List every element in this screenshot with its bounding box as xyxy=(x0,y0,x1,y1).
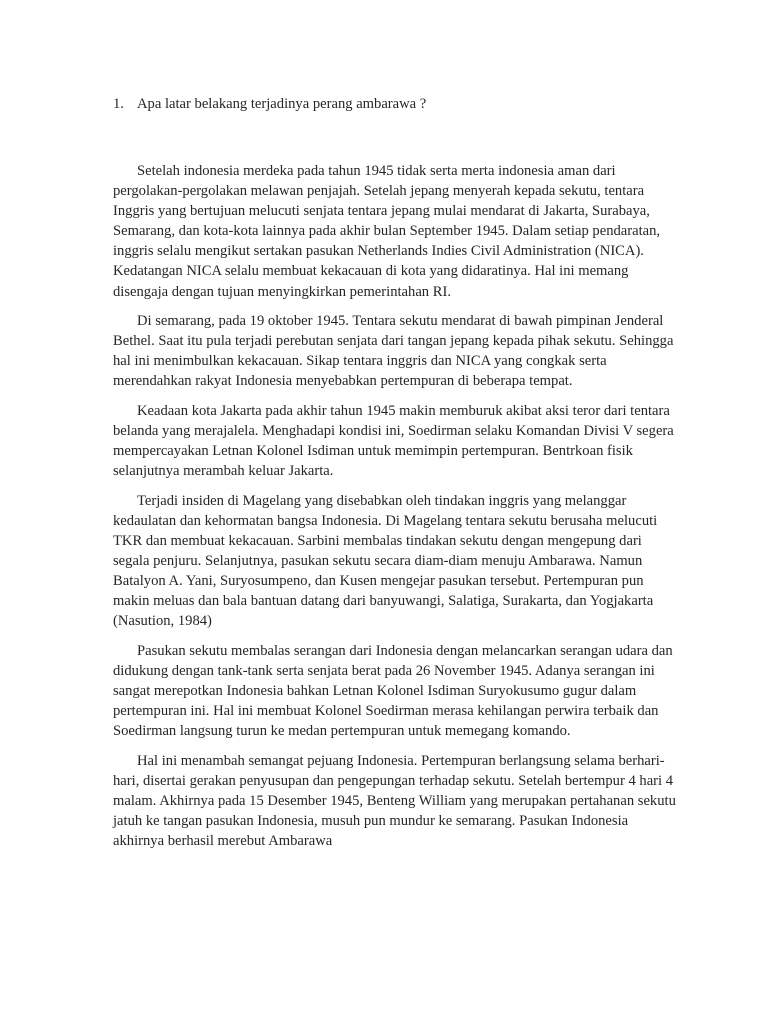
paragraph-3: Keadaan kota Jakarta pada akhir tahun 1945 makin memburuk akibat aksi teror dari tentara belanda yang merajalela. Menghadapi kondisi ini, Soedirman selaku Komandan Divisi V segera mempercayakan Letnan Kolonel Isdiman untuk memimpin pertempuran. Bentrkoan fisik selanjutnya merambah keluar Jakarta. xyxy=(113,403,674,480)
paragraph-5: Pasukan sekutu membalas serangan dari Indonesia dengan melancarkan serangan udara dan didukung dengan tank-tank serta senjata berat pada 26 November 1945. Adanya serangan ini sangat merepotkan Indonesia bahkan Letnan Kolonel Isdiman Suryokusumo gugur dalam pertempuran ini. Hal ini membuat Kolonel Soedirman merasa kehilangan perwira terbaik dan Soedirman langsung turun ke medan pertempuran untuk memegang komando. xyxy=(113,643,673,740)
paragraph-1: Setelah indonesia merdeka pada tahun 1945 tidak serta merta indonesia aman dari pergolakan-pergolakan melawan penjajah. Setelah jepang menyerah kepada sekutu, tentara Inggris yang bertujuan melucuti senjata tentara jepang mulai mendarat di Jakarta, Surabaya, Semarang, dan kota-kota lainnya pada akhir bulan September 1945. Dalam setiap pendaratan, inggris selalu mengikut sertakan pasukan Netherlands Indies Civil Administration (NICA). Kedatangan NICA selalu membuat kekacauan di kota yang didaratinya. Hal ini memang disengaja dengan tujuan menyingkirkan pemerintahan RI. xyxy=(113,163,661,300)
question-heading xyxy=(113,94,673,114)
paragraph-4: Terjadi insiden di Magelang yang disebabkan oleh tindakan inggris yang melanggar kedaulatan dan kehormatan bangsa Indonesia. Di Magelang tentara sekutu berusaha melucuti TKR dan membuat kekacauan. Sarbini membalas tindakan sekutu dengan mengepung dari segala penjuru. Selanjutnya, pasukan sekutu secara diam-diam menuju Ambarawa. Namun Batalyon A. Yani, Suryosumpeno, dan Kusen mengejar pasukan tersebut. Pertempuran pun makin meluas dan bala bantuan datang dari banyuwangi, Salatiga, Surakarta, dan Yogjakarta (Nasution, 1984) xyxy=(113,492,658,630)
paragraph-6: Hal ini menambah semangat pejuang Indonesia. Pertempuran berlangsung selama berhari-hari, disertai gerakan penyusupan dan pengepungan terhadap sekutu. Setelah bertempur 4 hari 4 malam. Akhirnya pada 15 Desember 1945, Benteng William yang merupakan pertahanan sekutu jatuh ke tangan pasukan Indonesia, musuh pun mundur ke semarang. Pasukan Indonesia akhirnya berhasil merebut Ambarawa xyxy=(113,753,676,850)
question-number: 1. xyxy=(113,96,124,112)
question-text: Apa latar belakang terjadinya perang ambarawa ? xyxy=(137,96,427,112)
paragraph-2: Di semarang, pada 19 oktober 1945. Tentara sekutu mendarat di bawah pimpinan Jenderal Bethel. Saat itu pula terjadi perebutan senjata dari tangan jepang kepada pihak sekutu. Sehingga hal ini menimbulkan kekacauan. Sikap tentara inggris dan NICA yang congkak serta merendahkan rakyat Indonesia menyebabkan pertempuran di beberapa tempat. xyxy=(113,313,674,390)
answer-body xyxy=(113,161,676,861)
